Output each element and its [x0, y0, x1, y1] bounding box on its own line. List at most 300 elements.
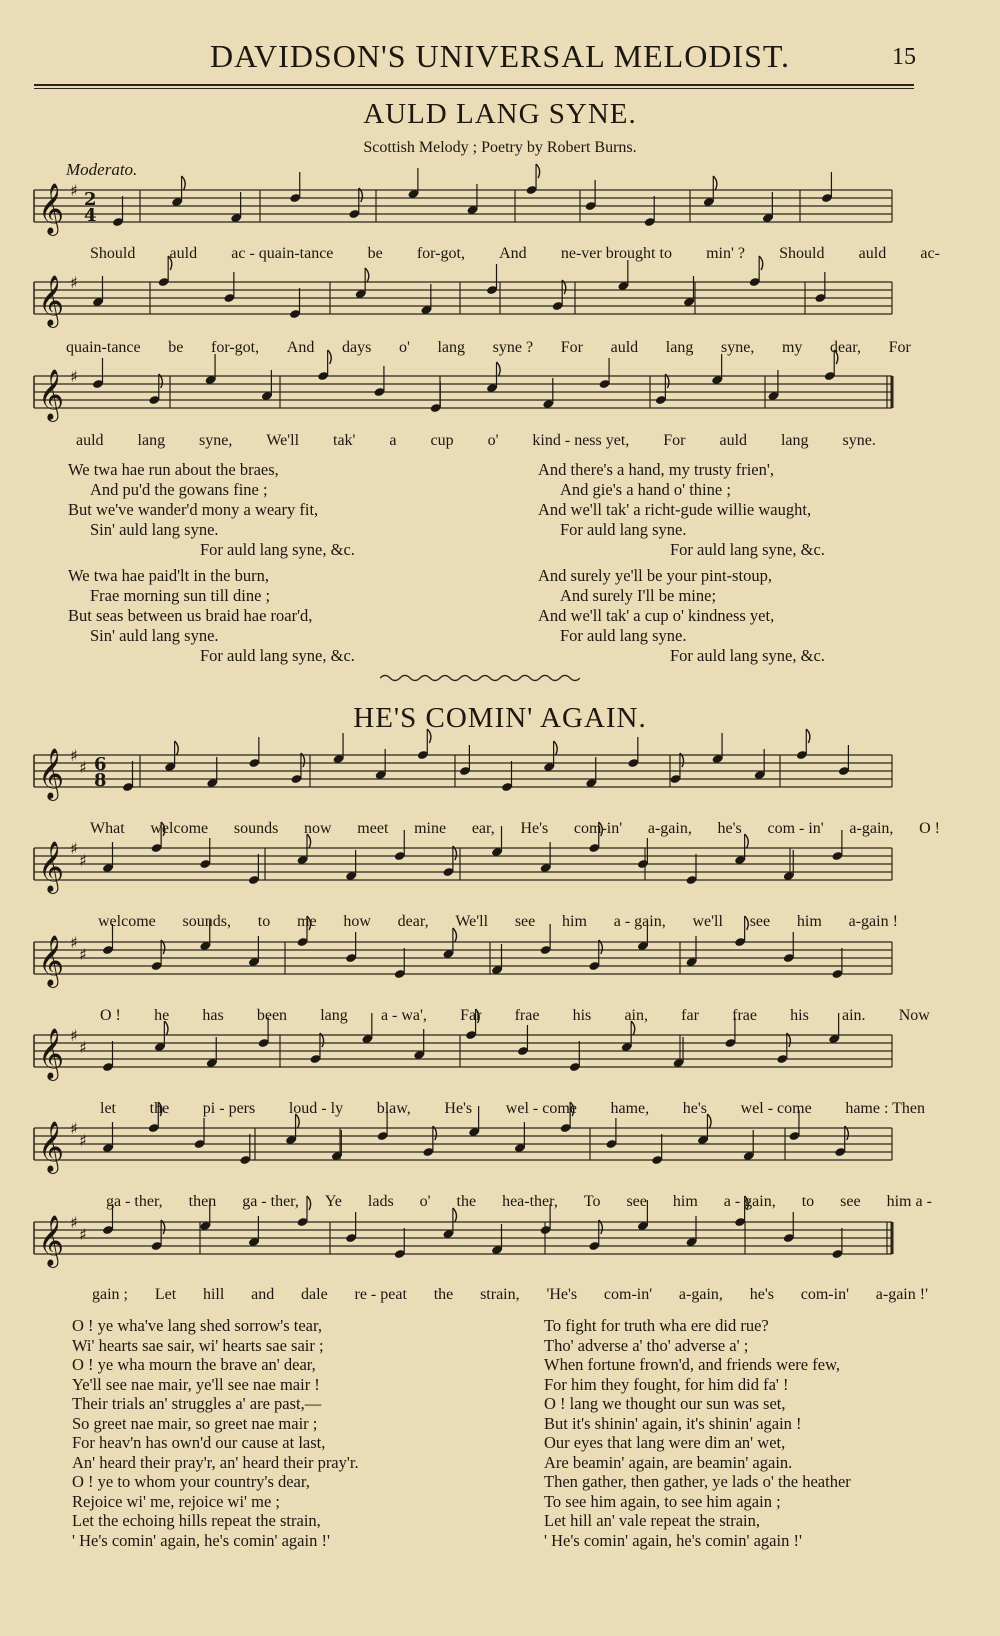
lyric-syllable: hame : Then: [845, 1100, 925, 1117]
lyric-syllable: let: [100, 1100, 116, 1117]
lyric-syllable: What: [90, 820, 125, 837]
staff-lines: [34, 942, 892, 974]
verse-block: [68, 460, 355, 560]
note-head: [686, 936, 698, 967]
lyric-syllable: lang: [665, 339, 694, 356]
music-staff-1: [0, 180, 1000, 240]
note-head: [92, 358, 104, 389]
note-head: [734, 834, 748, 865]
staff-lines: [34, 1128, 892, 1160]
verse-line: And we'll tak' a richt-gude willie waught,: [538, 500, 812, 519]
lyric-syllable: he's: [717, 820, 742, 837]
note-head: [821, 172, 833, 203]
verse-line: So greet nae mair, so greet nae mair ;: [72, 1413, 318, 1433]
note-head: [673, 1037, 685, 1068]
time-signature: 8: [94, 770, 107, 791]
lyric-syllable: him: [796, 913, 822, 930]
staff-lines: [34, 1222, 892, 1254]
lyric-syllable: far: [681, 1007, 699, 1024]
note-head: [122, 761, 134, 792]
sharp-icon: ♯: [70, 839, 78, 858]
lyric-syllable: quain-tance: [66, 339, 141, 356]
note-head: [394, 948, 406, 979]
verse-line: When fortune frown'd, and friends were few,: [544, 1355, 841, 1374]
music-staff-2: [0, 272, 1000, 332]
note-head: [164, 741, 178, 772]
lyric-syllable: a-gain !: [848, 913, 898, 930]
note-head: [297, 834, 311, 865]
lyric-syllable: min' ?: [706, 245, 745, 262]
song-title-auld-lang-syne: AULD LANG SYNE.: [363, 98, 637, 130]
lyric-syllable: his: [790, 1007, 809, 1024]
staff-lines: [34, 848, 892, 880]
note-head: [491, 944, 503, 975]
running-title: DAVIDSON'S UNIVERSAL MELODIST.: [209, 38, 791, 74]
lyric-syllable: syne,: [199, 432, 233, 449]
lyric-syllable: see: [514, 913, 536, 930]
note-head: [491, 1224, 503, 1255]
page-number: 15: [892, 44, 916, 70]
note-head: [814, 272, 826, 303]
lyric-syllable: wel - come: [505, 1100, 577, 1117]
lyric-syllable: been: [256, 1007, 288, 1024]
lyric-syllable: lang: [437, 339, 466, 356]
lyric-syllable: Ye: [324, 1193, 342, 1210]
lyric-syllable: sounds,: [182, 913, 231, 930]
lyric-line-4: [90, 820, 940, 838]
lyric-syllable: a-gain,: [647, 820, 692, 837]
verse-line: O ! ye to whom your country's dear,: [72, 1472, 310, 1491]
note-head: [517, 1025, 529, 1056]
note-head: [605, 1118, 617, 1149]
lyric-syllable: a-gain !': [875, 1286, 928, 1303]
note-head: [467, 184, 479, 215]
lyric-line-6: [100, 1007, 930, 1025]
verse-block: [538, 460, 825, 560]
lyric-syllable: com-in': [800, 1286, 849, 1303]
note-head: [102, 1041, 114, 1072]
note-head: [289, 172, 301, 203]
verse-line: And there's a hand, my trusty frien',: [538, 460, 774, 479]
lyric-line-9: [92, 1286, 928, 1304]
verse-line: Then gather, then gather, ye lads o' the heather: [544, 1472, 851, 1491]
sharp-icon: ♯: [79, 758, 87, 777]
note-head: [501, 761, 513, 792]
lyric-syllable: And: [286, 339, 315, 356]
note-head: [206, 1037, 218, 1068]
note-head: [102, 842, 114, 873]
verse-line: And pu'd the gowans fine ;: [90, 480, 268, 499]
verse-line: For auld lang syne.: [560, 626, 687, 645]
music-staff-7: [0, 1025, 1000, 1085]
note-head: [783, 932, 795, 963]
verse-line: O ! ye wha've lang shed sorrow's tear,: [72, 1316, 322, 1335]
verse-line: To fight for truth wha ere did rue?: [544, 1316, 769, 1335]
music-staff-5: [0, 838, 1000, 898]
note-head: [599, 358, 611, 389]
lyric-syllable: ga - ther,: [106, 1193, 163, 1210]
lyric-syllable: com-in': [603, 1286, 653, 1303]
lyric-syllable: him: [672, 1193, 698, 1210]
note-head: [373, 366, 385, 397]
note-head: [486, 362, 500, 393]
lyric-syllable: he: [154, 1007, 170, 1024]
verse-line: Tho' adverse a' tho' adverse a' ;: [544, 1335, 749, 1355]
note-head: [697, 1114, 711, 1145]
note-head: [621, 1021, 635, 1052]
note-head: [686, 1216, 698, 1247]
verse-line: For auld lang syne, &c.: [670, 540, 825, 559]
sharp-icon: ♯: [79, 1038, 87, 1057]
verse-line: O ! ye wha mourn the brave an' dear,: [72, 1355, 316, 1374]
lyric-syllable: lang: [780, 432, 809, 449]
time-signature: 4: [84, 205, 97, 226]
verse-line: Ye'll see nae mair, ye'll see nae mair !: [72, 1374, 320, 1394]
note-head: [569, 1041, 581, 1072]
lyric-syllable: to: [801, 1193, 815, 1210]
verse-line: But we've wander'd mony a weary fit,: [68, 500, 319, 519]
note-head: [420, 284, 432, 315]
lyric-syllable: O !: [100, 1007, 121, 1024]
treble-clef-icon: 𝄞: [38, 935, 65, 986]
sharp-icon: ♯: [70, 1026, 78, 1045]
verse-line: An' heard their pray'r, an' heard their pray'r.: [72, 1452, 359, 1472]
note-head: [767, 370, 779, 401]
verse-line: Sin' auld lang syne.: [90, 520, 219, 539]
lyric-syllable: Now: [898, 1007, 930, 1024]
lyric-syllable: him a -: [886, 1193, 932, 1210]
note-head: [261, 370, 273, 401]
note-head: [514, 1122, 526, 1153]
lyric-syllable: welcome: [98, 913, 156, 930]
header-rule-thin: [34, 88, 914, 89]
lyric-syllable: see: [840, 1193, 861, 1210]
note-head: [430, 382, 442, 413]
note-head: [248, 936, 260, 967]
lyric-syllable: frae: [732, 1007, 757, 1024]
lyric-syllable: com-in': [573, 820, 623, 837]
verse-line: For him they fought, for him did fa' !: [544, 1374, 789, 1394]
lyric-line-1: [90, 245, 940, 263]
sharp-icon: ♯: [79, 1225, 87, 1244]
lyric-syllable: ga - ther,: [242, 1193, 299, 1210]
lyric-syllable: auld: [610, 339, 639, 356]
note-head: [703, 176, 717, 207]
note-head: [154, 1021, 168, 1052]
verse-line: But seas between us braid hae roar'd,: [68, 606, 313, 625]
lyric-syllable: hea-ther,: [502, 1193, 558, 1210]
wavy-divider: [380, 674, 580, 682]
lyric-syllable: Let: [154, 1286, 177, 1303]
sharp-icon: ♯: [70, 181, 78, 200]
lyric-syllable: to: [257, 913, 271, 930]
song-subtitle: Scottish Melody ; Poetry by Robert Burns.: [363, 139, 637, 156]
lyric-line-8: [106, 1193, 932, 1211]
lyric-syllable: lang: [137, 432, 166, 449]
lyric-syllable: days: [341, 339, 372, 356]
verse-block: [538, 566, 825, 666]
lyric-syllable: the: [149, 1100, 170, 1117]
song-title-hes-comin-again: HE'S COMIN' AGAIN.: [353, 702, 647, 734]
note-head: [711, 354, 723, 385]
note-head: [205, 354, 217, 385]
verse-line: To see him again, to see him again ;: [544, 1491, 781, 1511]
lyric-syllable: ne-ver brought to: [560, 245, 672, 262]
note-head: [442, 1208, 456, 1239]
treble-clef-icon: 𝄞: [38, 1028, 65, 1079]
music-staff-9: [0, 1212, 1000, 1272]
note-head: [223, 272, 235, 303]
lyric-syllable: tak': [333, 432, 356, 449]
note-head: [617, 260, 629, 291]
lyric-syllable: a - gain,: [723, 1193, 776, 1210]
note-head: [289, 288, 301, 319]
lyric-syllable: welcome: [150, 820, 209, 837]
verse-line: ' He's comin' again, he's comin' again !': [72, 1530, 330, 1550]
music-staff-6: [0, 932, 1000, 992]
sharp-icon: ♯: [79, 945, 87, 964]
lyric-syllable: com - in': [767, 820, 824, 837]
time-signature: 2: [84, 189, 97, 210]
verse-line: And we'll tak' a cup o' kindness yet,: [538, 606, 775, 625]
note-head: [762, 192, 774, 223]
verse-line: ' He's comin' again, he's comin' again !': [544, 1530, 802, 1550]
lyric-line-7: [100, 1100, 925, 1118]
lyric-syllable: He's: [444, 1100, 473, 1117]
lyric-line-5: [98, 913, 898, 931]
sharp-icon: ♯: [70, 273, 78, 292]
lyric-syllable: To: [583, 1193, 601, 1210]
lyric-syllable: dear,: [397, 913, 429, 930]
music-staff-8: [0, 1118, 1000, 1178]
note-head: [686, 854, 698, 885]
verse-line: For auld lang syne, &c.: [200, 540, 355, 559]
verse-line: For auld lang syne, &c.: [670, 646, 825, 665]
sharp-icon: ♯: [70, 367, 78, 386]
sharp-icon: ♯: [70, 746, 78, 765]
note-head: [333, 733, 345, 764]
lyric-syllable: lang: [320, 1007, 348, 1024]
lyric-syllable: be: [168, 339, 184, 356]
verse-line: Rejoice wi' me, rejoice wi' me ;: [72, 1491, 280, 1511]
treble-clef-icon: 𝄞: [38, 183, 65, 234]
lyric-syllable: o': [398, 339, 410, 356]
note-head: [239, 1134, 251, 1165]
lyric-syllable: a-gain,: [849, 820, 894, 837]
lyric-syllable: my: [781, 339, 803, 356]
lyric-syllable: see: [626, 1193, 647, 1210]
lyric-syllable: hill: [202, 1286, 225, 1303]
verse-line: And surely I'll be mine;: [560, 586, 717, 605]
lyric-syllable: o': [419, 1193, 431, 1210]
lyric-syllable: gain ;: [92, 1286, 128, 1303]
verse-line: Are beamin' again, are beamin' again.: [544, 1452, 793, 1472]
note-head: [459, 745, 471, 776]
tempo-marking: Moderato.: [66, 160, 138, 179]
note-head: [345, 1212, 357, 1243]
note-head: [683, 276, 695, 307]
lyric-syllable: blaw,: [376, 1100, 411, 1117]
lyric-syllable: a - gain,: [613, 913, 666, 930]
lyric-syllable: syne,: [720, 339, 755, 356]
lyric-syllable: strain,: [480, 1286, 520, 1303]
note-head: [644, 196, 656, 227]
verse-line: We twa hae run about the braes,: [68, 460, 279, 479]
lyric-syllable: o': [487, 432, 499, 449]
treble-clef-icon: 𝄞: [38, 369, 65, 420]
verse-line: For heav'n has own'd our cause at last,: [72, 1433, 326, 1452]
sharp-icon: ♯: [79, 851, 87, 870]
note-head: [248, 1216, 260, 1247]
verse-line: Wi' hearts sae sair, wi' hearts sae sair ;: [72, 1335, 324, 1355]
note-head: [102, 1122, 114, 1153]
note-head: [285, 1114, 299, 1145]
sharp-icon: ♯: [70, 933, 78, 952]
treble-clef-icon: 𝄞: [38, 1121, 65, 1172]
note-head: [345, 850, 357, 881]
lyric-syllable: wel - come: [740, 1100, 812, 1117]
note-head: [345, 932, 357, 963]
note-head: [543, 741, 557, 772]
lyric-syllable: ear,: [471, 820, 495, 837]
verse-line: Let the echoing hills repeat the strain,: [72, 1511, 321, 1530]
lyric-syllable: syne.: [842, 432, 876, 449]
note-head: [831, 1228, 843, 1259]
lyric-syllable: Should: [779, 245, 825, 262]
staff-lines: [34, 282, 892, 314]
note-head: [413, 1029, 425, 1060]
lyric-syllable: for-got,: [416, 245, 465, 262]
sharp-icon: ♯: [70, 1119, 78, 1138]
lyric-syllable: For: [888, 339, 911, 356]
lyric-syllable: now: [304, 820, 332, 837]
lyric-syllable: He's: [520, 820, 549, 837]
lyric-syllable: frae: [514, 1007, 540, 1024]
staff-lines: [34, 190, 892, 222]
note-head: [199, 838, 211, 869]
lyric-syllable: dear,: [830, 339, 861, 356]
note-head: [112, 196, 124, 227]
verse-line: For auld lang syne, &c.: [200, 646, 355, 665]
note-head: [394, 1228, 406, 1259]
lyric-syllable: And: [499, 245, 527, 262]
lyric-syllable: kind - ness yet,: [532, 432, 630, 449]
sharp-icon: ♯: [79, 1131, 87, 1150]
treble-clef-icon: 𝄞: [38, 1215, 65, 1266]
note-head: [248, 854, 260, 885]
lyric-syllable: we'll: [692, 913, 723, 930]
lyric-syllable: auld: [169, 245, 198, 262]
lyric-syllable: how: [343, 913, 371, 930]
lyric-syllable: the: [433, 1286, 454, 1303]
lyric-syllable: a-gain,: [678, 1286, 723, 1303]
note-head: [331, 1130, 343, 1161]
lyric-syllable: he's: [749, 1286, 774, 1303]
note-head: [407, 168, 419, 199]
note-head: [442, 928, 456, 959]
lyric-syllable: the: [456, 1193, 477, 1210]
verse-line: O ! lang we thought our sun was set,: [544, 1394, 786, 1413]
lyric-syllable: For: [663, 432, 686, 449]
note-head: [375, 749, 387, 780]
lyric-syllable: For: [560, 339, 583, 356]
lyric-syllable: dale: [301, 1286, 328, 1303]
lyric-syllable: Should: [90, 245, 136, 262]
lyric-syllable: ain.: [841, 1007, 866, 1024]
lyric-syllable: and: [251, 1286, 275, 1303]
lyric-syllable: has: [202, 1007, 224, 1024]
lyric-syllable: We'll: [266, 432, 300, 449]
note-head: [194, 1118, 206, 1149]
lyric-syllable: loud - ly: [288, 1100, 344, 1117]
note-head: [171, 176, 185, 207]
sharp-icon: ♯: [70, 1213, 78, 1232]
lyric-syllable: ac-: [920, 245, 940, 262]
lyric-syllable: Far: [460, 1007, 482, 1024]
note-head: [627, 737, 639, 768]
note-head: [486, 264, 498, 295]
lyric-syllable: me: [297, 913, 317, 930]
verse-line: And surely ye'll be your pint-stoup,: [538, 566, 772, 585]
lyric-syllable: O !: [919, 820, 940, 837]
lyric-syllable: hame,: [610, 1100, 650, 1117]
lyric-syllable: see: [749, 913, 771, 930]
lyric-syllable: auld: [76, 432, 104, 449]
lyric-syllable: auld: [858, 245, 887, 262]
lyric-syllable: re - peat: [354, 1286, 407, 1303]
note-head: [585, 757, 597, 788]
lyric-syllable: auld: [719, 432, 748, 449]
lyric-syllable: mine: [414, 820, 447, 837]
lyric-syllable: be: [367, 245, 383, 262]
lyric-syllable: meet: [357, 820, 389, 837]
staff-lines: [34, 1035, 892, 1067]
note-head: [838, 745, 850, 776]
note-head: [712, 733, 724, 764]
note-head: [585, 180, 597, 211]
note-head: [92, 276, 104, 307]
lyric-syllable: syne ?: [492, 339, 534, 356]
lyric-syllable: sounds: [233, 820, 279, 837]
note-head: [783, 850, 795, 881]
verse-line: Their trials an' struggles a' are past,—: [72, 1394, 322, 1413]
verse-block-left: [72, 1316, 359, 1550]
lyric-syllable: cup: [430, 432, 454, 449]
note-head: [651, 1134, 663, 1165]
lyric-syllable: a: [389, 432, 397, 449]
lyric-syllable: his: [572, 1007, 592, 1024]
note-head: [230, 192, 242, 223]
lyric-syllable: ain,: [624, 1007, 648, 1024]
music-staff-4: [0, 745, 1000, 805]
note-head: [831, 948, 843, 979]
verse-line: Frae morning sun till dine ;: [90, 586, 271, 605]
treble-clef-icon: 𝄞: [38, 841, 65, 892]
verse-block-right: [544, 1316, 851, 1550]
treble-clef-icon: 𝄞: [38, 748, 65, 799]
note-head: [783, 1212, 795, 1243]
treble-clef-icon: 𝄞: [38, 275, 65, 326]
verse-block: [68, 566, 355, 666]
lyric-line-3: [76, 432, 876, 450]
note-head: [355, 268, 369, 299]
lyric-syllable: We'll: [455, 913, 489, 930]
lyric-line-2: [66, 339, 911, 357]
lyric-syllable: ac - quain-tance: [231, 245, 334, 262]
lyric-syllable: pi - pers: [202, 1100, 256, 1117]
lyric-syllable: a - wa',: [380, 1007, 427, 1024]
header-rule: [34, 84, 914, 86]
